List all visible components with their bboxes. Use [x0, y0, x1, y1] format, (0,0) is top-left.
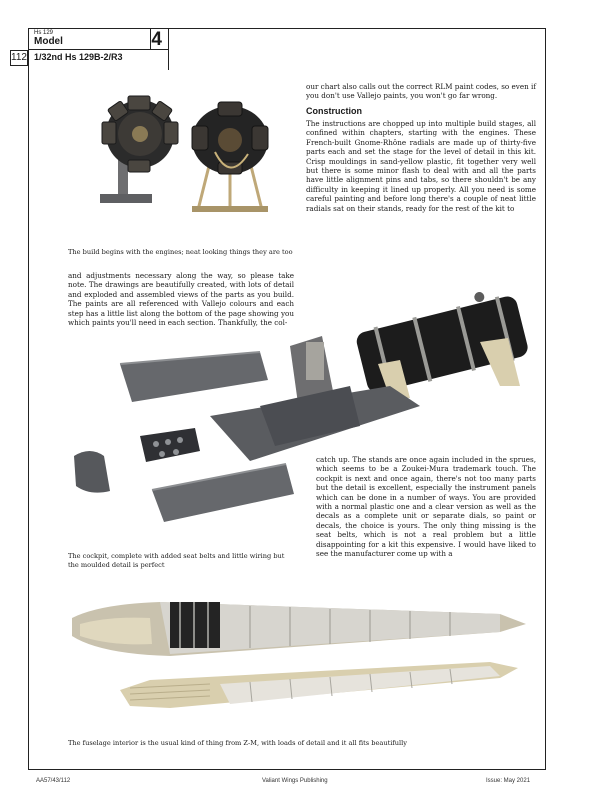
footer-issue: Issue: May 2021	[486, 778, 531, 784]
header-series: Hs 129	[34, 30, 54, 36]
page-header	[28, 28, 168, 70]
page-number: 112	[10, 50, 28, 66]
footer-publisher: Valiant Wings Publishing	[262, 778, 328, 784]
header-title-row	[28, 28, 168, 50]
fuselage-photo	[60, 584, 530, 724]
engines-caption: The build begins with the engines; neat looking things they are too	[68, 248, 293, 256]
header-right-border	[168, 28, 169, 70]
cockpit-caption: The cockpit, complete with added seat belts and little wiring but the moulded detail is perfect	[68, 552, 285, 569]
chapter-number: 4	[151, 29, 162, 50]
paint-chart-text: our chart also calls out the correct RLM paint codes, so even if you don't use Vallejo paints, you won't go far wrong.	[306, 82, 536, 101]
construction-heading: Construction	[306, 106, 362, 116]
instructions-paragraph: and adjustments necessary along the way, so please take note. The drawings are beautifully created, with lots of detail and exploded and assembled views of the parts as you build. The paints are all referenced with Vallejo colours and each step has a little list along the bottom of the page showing you which paints you'll need in each section. Thankfully, the col-	[68, 271, 294, 328]
fuselage-caption: The fuselage interior is the usual kind of thing from Z-M, with loads of detail and it all fits beautifully	[68, 739, 407, 747]
header-section: Model	[34, 36, 63, 47]
engines-photo	[80, 82, 290, 222]
kit-name: 1/32nd Hs 129B-2/R3	[34, 52, 123, 62]
cockpit-paragraph: catch up. The stands are once again included in the sprues, which seems to be a Zoukei-Mura trademark touch. The cockpit is next and once again, there's not too many parts but the detail is excellent, especially the instrument panels which can be done in a number of ways. You are provided with a normal plastic one and a clear version as well as the decals as a complete unit or separate dials, so paint or decals, the choice is yours. The only thing missing is the seat belts, which is not a real problem but a little disappointing for a kit this expensive. I would have liked to see the manufacturer come up with a	[316, 455, 536, 559]
footer-code: AA57/43/112	[36, 778, 71, 784]
construction-paragraph: The instructions are chopped up into multiple build stages, all confined within chapters, starting with the engines. These French-built Gnome-Rhône radials are made up of thirty-five parts each and set the stage for the level of detail in this kit. Crisp mouldings in sand-yellow plastic, fit together very well but there is some minor flash to deal with and all the parts have little alignment pins and tabs, so there shouldn't be any difficulty in keeping it lined up properly. All you need is some careful painting and before long there's a couple of neat little radials sat on their stands, ready for the rest of the kit to	[306, 119, 536, 213]
